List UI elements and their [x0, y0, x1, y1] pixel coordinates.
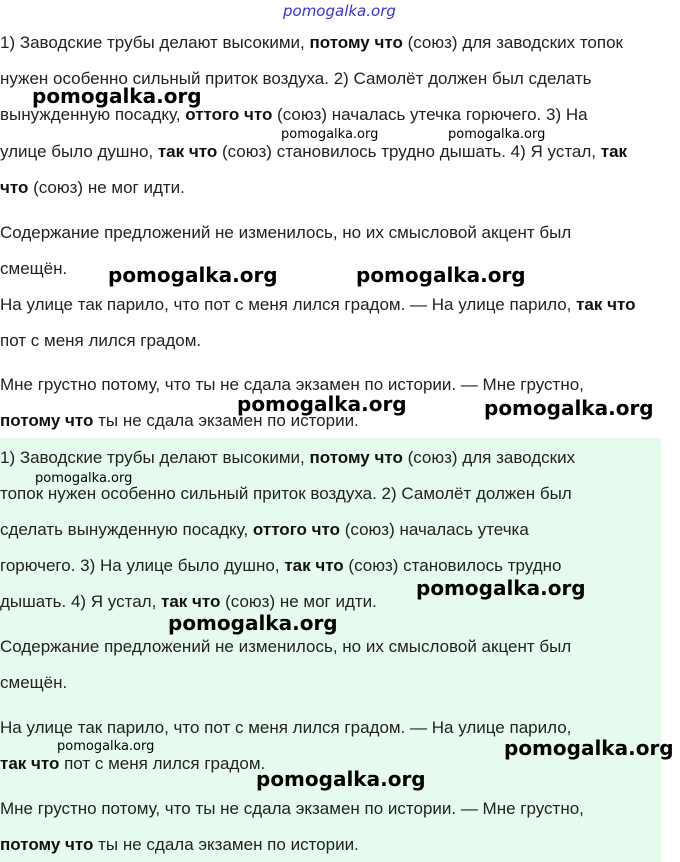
- text-line: смещён.: [0, 673, 68, 692]
- text-line: Содержание предложений не изменилось, но их смысловой акцент был: [0, 223, 572, 242]
- text-line: так что пот с меня лился градом.: [0, 754, 266, 773]
- watermark-top: pomogalka.org: [283, 2, 396, 20]
- text-line: горючего. 3) На улице было душно, так что (союз) становилось трудно: [0, 556, 562, 575]
- watermark: pomogalka.org: [168, 611, 338, 635]
- text-line: Мне грустно потому, что ты не сдала экзамен по истории. — Мне грустно,: [0, 375, 584, 394]
- text-line: Мне грустно потому, что ты не сдала экзамен по истории. — Мне грустно,: [0, 799, 584, 818]
- text-line: потому что ты не сдала экзамен по истории.: [0, 411, 359, 430]
- text-line: пот с меня лился градом.: [0, 331, 202, 350]
- text-line: нужен особенно сильный приток воздуха. 2) Самолёт должен был сделать: [0, 69, 592, 88]
- watermark: pomogalka.org: [256, 767, 426, 791]
- watermark: pomogalka.org: [484, 396, 654, 420]
- watermark: pomogalka.org: [356, 263, 526, 287]
- text-line: смещён.: [0, 259, 68, 278]
- text-line: 1) Заводские трубы делают высокими, потому что (союз) для заводских топок: [0, 33, 623, 52]
- text-line: На улице так парило, что пот с меня лился градом. — На улице парило,: [0, 718, 572, 737]
- text-line: дышать. 4) Я устал, так что (союз) не мог идти.: [0, 592, 377, 611]
- text-line: улице было душно, так что (союз) становилось трудно дышать. 4) Я устал, так: [0, 142, 628, 161]
- text-line: топок нужен особенно сильный приток воздуха. 2) Самолёт должен был: [0, 484, 572, 503]
- watermark: pomogalka.org: [35, 471, 133, 486]
- watermark: pomogalka.org: [504, 736, 674, 760]
- watermark: pomogalka.org: [108, 263, 278, 287]
- text-line: 1) Заводские трубы делают высокими, потому что (союз) для заводских: [0, 448, 576, 467]
- text-line: потому что ты не сдала экзамен по истории.: [0, 835, 359, 854]
- text-line: Содержание предложений не изменилось, но их смысловой акцент был: [0, 637, 572, 656]
- watermark: pomogalka.org: [416, 576, 586, 600]
- text-line: что (союз) не мог идти.: [0, 178, 185, 197]
- watermark: pomogalka.org: [448, 127, 546, 142]
- watermark: pomogalka.org: [237, 392, 407, 416]
- watermark: pomogalka.org: [57, 739, 155, 754]
- watermark: pomogalka.org: [32, 84, 202, 108]
- text-line: На улице так парило, что пот с меня лился градом. — На улице парило, так что: [0, 295, 636, 314]
- text-line: вынужденную посадку, оттого что (союз) началась утечка горючего. 3) На: [0, 105, 588, 124]
- watermark: pomogalka.org: [281, 127, 379, 142]
- text-line: сделать вынужденную посадку, оттого что (союз) началась утечка: [0, 520, 529, 539]
